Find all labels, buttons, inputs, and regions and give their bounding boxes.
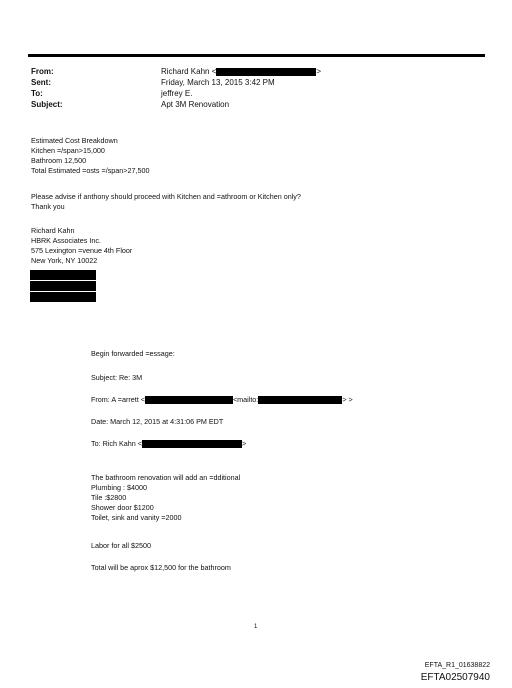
question-text: Please advise if anthony should proceed with Kitchen and =athroom or Kitchen only? (31, 192, 301, 201)
cost-breakdown (31, 136, 149, 176)
footer-ref-2: EFTA02507940 (420, 672, 490, 683)
forwarded-subject: Subject: Re: 3M (91, 373, 143, 382)
forwarded-intro: Begin forwarded =essage: (91, 349, 175, 358)
page-number: 1 (254, 624, 258, 630)
signature-company: HBRK Associates Inc. (31, 236, 101, 245)
to-label: To: (31, 89, 43, 98)
subject-value: Apt 3M Renovation (161, 100, 230, 109)
sent-label: Sent: (31, 78, 51, 87)
redaction-box (258, 396, 342, 404)
from-label: From: (31, 67, 54, 76)
from-value: Richard Kahn < > (161, 67, 322, 76)
detail-line: Toilet, sink and vanity =2000 (91, 513, 182, 522)
total-line: Total Estimated =osts =/span>27,500 (31, 166, 150, 175)
thanks-text: Thank you (31, 202, 65, 211)
subject-row (31, 99, 321, 110)
subject-label: Subject: (31, 100, 63, 109)
detail-line: Plumbing : $4000 (91, 483, 147, 492)
detail-line: Tile :$2800 (91, 493, 127, 502)
bathroom-line: Bathroom 12,500 (31, 156, 87, 165)
to-row (31, 88, 321, 99)
redaction-box (216, 68, 316, 76)
redaction-box (30, 281, 96, 291)
breakdown-title: Estimated Cost Breakdown (31, 136, 118, 145)
to-value: jeffrey E. (161, 89, 193, 98)
sent-row (31, 77, 321, 88)
redaction-box (145, 396, 233, 404)
redaction-box (142, 440, 242, 448)
question-block (31, 192, 301, 212)
signature-address1: 575 Lexington =venue 4th Floor (31, 246, 133, 255)
detail-line: The bathroom renovation will add an =dditional (91, 473, 241, 482)
bathroom-total-line: Total will be aprox $12,500 for the bathroom (91, 563, 231, 572)
sent-value: Friday, March 13, 2015 3:42 PM (161, 78, 275, 87)
labor-line: Labor for all $2500 (91, 541, 151, 550)
detail-line: Shower door $1200 (91, 503, 154, 512)
forwarded-from: From: A =arrett < <mailto: > > (91, 395, 353, 404)
forwarded-date: Date: March 12, 2015 at 4:31:06 PM EDT (91, 417, 224, 426)
signature (31, 226, 132, 266)
redaction-box (30, 270, 96, 280)
renovation-details (91, 473, 240, 523)
redaction-box (30, 292, 96, 302)
forwarded-to: To: Rich Kahn < > (91, 439, 247, 448)
from-row (31, 66, 321, 77)
email-header (31, 66, 321, 110)
signature-name: Richard Kahn (31, 226, 75, 235)
kitchen-line: Kitchen =/span>15,000 (31, 146, 105, 155)
header-divider (28, 54, 485, 57)
footer-ref-1: EFTA_R1_01638822 (424, 662, 490, 669)
signature-address2: New York, NY 10022 (31, 256, 98, 265)
